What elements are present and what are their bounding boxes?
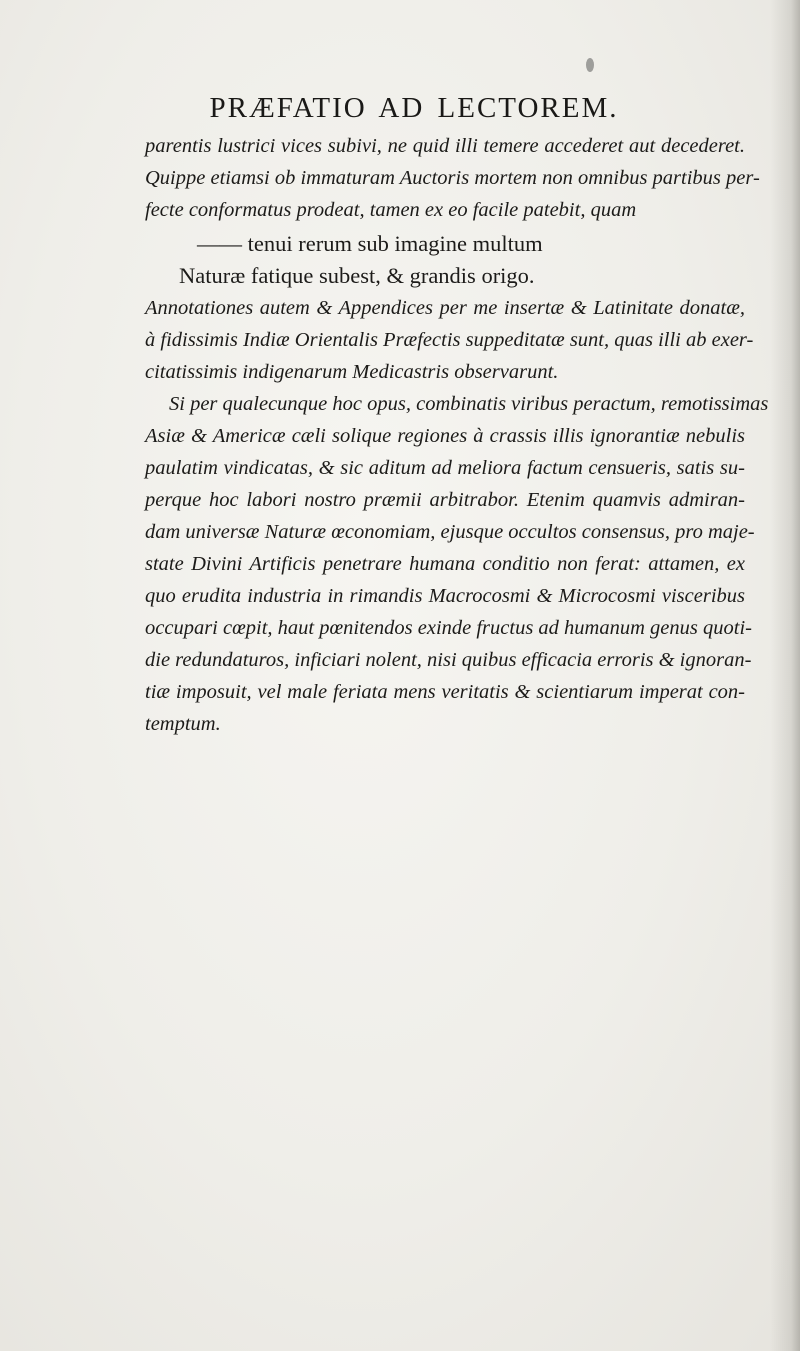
page-header: PRÆFATIO AD LECTOREM. <box>209 92 619 124</box>
text-line: die redundaturos, inficiari nolent, nisi quibus efficacia erroris & ignoran- <box>145 649 752 671</box>
text-line: dam universæ Naturæ œconomiam, ejusque occultos consensus, pro maje- <box>145 521 755 543</box>
body-text <box>145 130 769 740</box>
text-line: Asiæ & Americæ cæli solique regiones à crassis illis ignorantiæ nebulis <box>145 425 745 447</box>
text-line: parentis lustrici vices subivi, ne quid illi temere accederet aut decederet. <box>145 135 745 157</box>
ink-speck <box>586 58 594 72</box>
text-line: perque hoc labori nostro præmii arbitrabor. Etenim quamvis admiran- <box>145 489 745 511</box>
text-line: Quippe etiamsi ob immaturam Auctoris mortem non omnibus partibus per- <box>145 167 760 189</box>
page-edge-shadow <box>770 0 800 1351</box>
text-line: state Divini Artificis penetrare humana conditio non ferat: attamen, ex <box>145 553 745 575</box>
text-line: quo erudita industria in rimandis Macrocosmi & Microcosmi visceribus <box>145 585 745 607</box>
text-line: occupari cœpit, haut pœnitendos exinde fructus ad humanum genus quoti- <box>145 617 752 639</box>
text-line: à fidissimis Indiæ Orientalis Præfectis suppeditatæ sunt, quas illi ab exer- <box>145 329 754 351</box>
text-line: Si per qualecunque hoc opus, combinatis viribus peractum, remotissimas <box>169 393 769 415</box>
text-line: Naturæ fatique subest, & grandis origo. <box>179 263 535 288</box>
text-line: fecte conformatus prodeat, tamen ex eo facile patebit, quam <box>145 199 637 221</box>
text-line: paulatim vindicatas, & sic aditum ad meliora factum censueris, satis su- <box>145 457 745 479</box>
text-line: citatissimis indigenarum Medicastris observarunt. <box>145 361 559 383</box>
text-line: tiæ imposuit, vel male feriata mens veritatis & scientiarum imperat con- <box>145 681 745 703</box>
text-line: temptum. <box>145 713 221 735</box>
text-line: —— tenui rerum sub imagine multum <box>197 231 543 256</box>
text-line: Annotationes autem & Appendices per me insertæ & Latinitate donatæ, <box>145 297 745 319</box>
